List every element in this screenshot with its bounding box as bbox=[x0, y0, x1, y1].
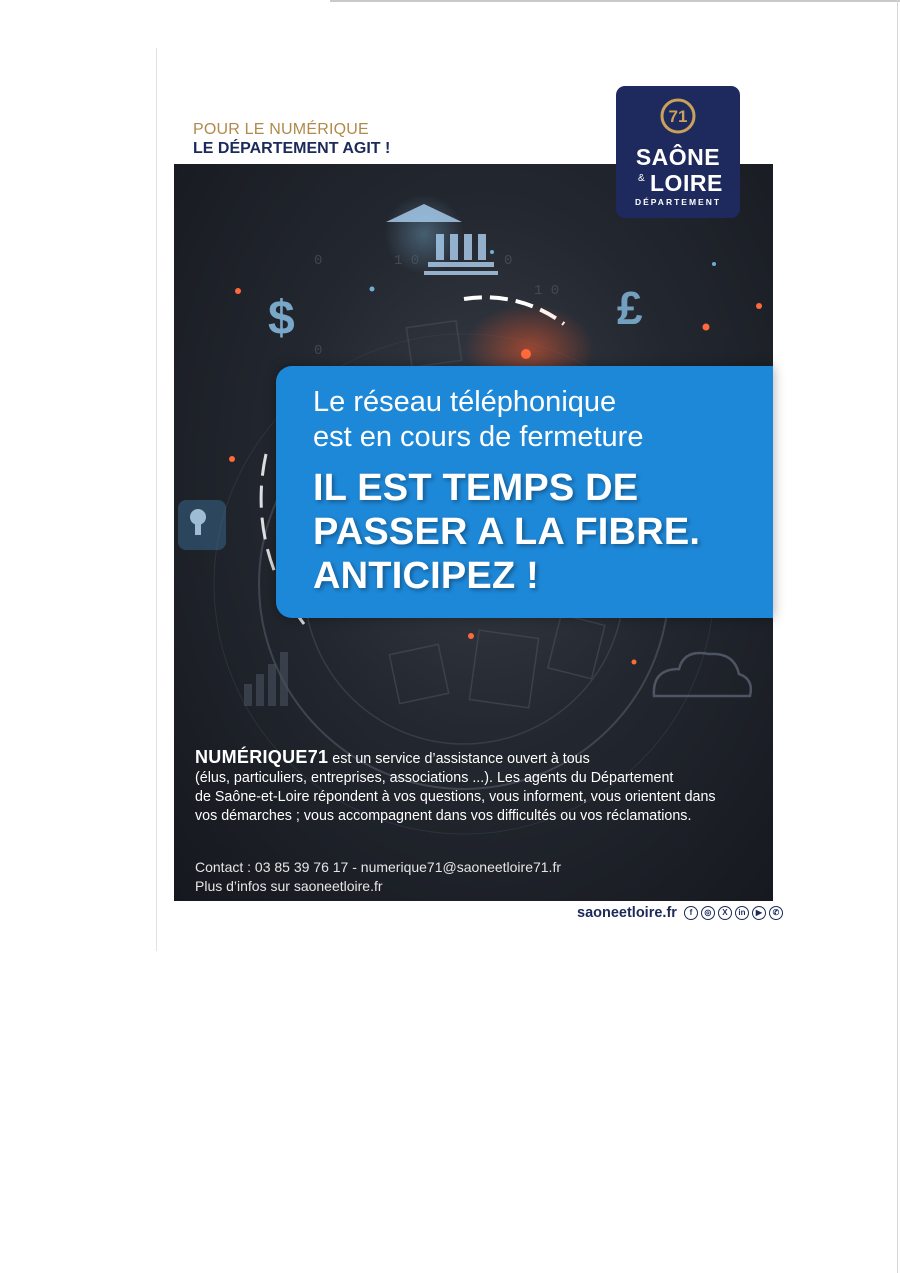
logo-ampersand: & bbox=[638, 173, 645, 184]
description-line4: vos démarches ; vous accompagnent dans vos difficultés ou vos réclamations. bbox=[195, 808, 692, 824]
banner-headline-line2: PASSER A LA FIBRE. bbox=[313, 511, 701, 553]
facebook-icon[interactable]: f bbox=[684, 906, 698, 920]
website-link[interactable]: saoneetloire.fr bbox=[577, 905, 677, 921]
logo-subtitle: DÉPARTEMENT bbox=[634, 197, 722, 207]
svg-text:0: 0 bbox=[504, 253, 513, 269]
scan-border-top bbox=[330, 0, 900, 2]
banner-subtitle-line2: est en cours de fermeture bbox=[313, 421, 644, 453]
service-description bbox=[195, 748, 765, 826]
scan-border-right bbox=[897, 0, 898, 1273]
logo-name-line1: SAÔNE bbox=[635, 144, 721, 170]
lock-icon bbox=[178, 500, 226, 550]
description-line2: (élus, particuliers, entreprises, associations ...). Les agents du Département bbox=[195, 770, 674, 786]
service-brand: NUMÉRIQUE71 bbox=[195, 747, 329, 767]
saone-et-loire-logo bbox=[616, 86, 740, 218]
more-info-line: Plus d’infos sur saoneetloire.fr bbox=[195, 878, 383, 894]
banner-headline bbox=[313, 466, 700, 598]
bar-chart-icon bbox=[244, 652, 288, 706]
youtube-icon[interactable]: ▶ bbox=[752, 906, 766, 920]
contact-line: Contact : 03 85 39 76 17 - numerique71@saoneetloire71.fr bbox=[195, 859, 562, 875]
emblem-number: 71 bbox=[668, 107, 688, 126]
svg-text:1 0: 1 0 bbox=[394, 253, 420, 269]
instagram-icon[interactable]: ◎ bbox=[701, 906, 715, 920]
svg-text:0: 0 bbox=[314, 253, 323, 269]
x-icon[interactable]: X bbox=[718, 906, 732, 920]
page-header bbox=[193, 120, 390, 159]
banner-subtitle bbox=[313, 385, 643, 455]
seventy-one-emblem-icon bbox=[658, 96, 698, 136]
banner-subtitle-line1: Le réseau téléphonique bbox=[313, 386, 617, 418]
header-tagline: POUR LE NUMÉRIQUE bbox=[193, 121, 369, 138]
svg-text:1 0: 1 0 bbox=[534, 283, 560, 299]
pound-icon: £ bbox=[617, 282, 643, 334]
banner-headline-line3: ANTICIPEZ ! bbox=[313, 555, 539, 597]
dollar-icon: $ bbox=[268, 292, 295, 345]
svg-text:0: 0 bbox=[314, 343, 323, 359]
description-line1: est un service d’assistance ouvert à tous bbox=[328, 751, 590, 767]
contact-info bbox=[195, 858, 561, 896]
footer bbox=[577, 903, 783, 923]
whatsapp-icon[interactable]: ✆ bbox=[769, 906, 783, 920]
sheet-edge bbox=[156, 48, 157, 951]
description-line3: de Saône-et-Loire répondent à vos questions, vous informent, vous orientent dans bbox=[195, 789, 716, 805]
linkedin-icon[interactable]: in bbox=[735, 906, 749, 920]
logo-name-line2: LOIRE bbox=[650, 170, 723, 196]
header-title: LE DÉPARTEMENT AGIT ! bbox=[193, 140, 391, 157]
headline-banner bbox=[276, 366, 773, 618]
banner-headline-line1: IL EST TEMPS DE bbox=[313, 467, 639, 509]
